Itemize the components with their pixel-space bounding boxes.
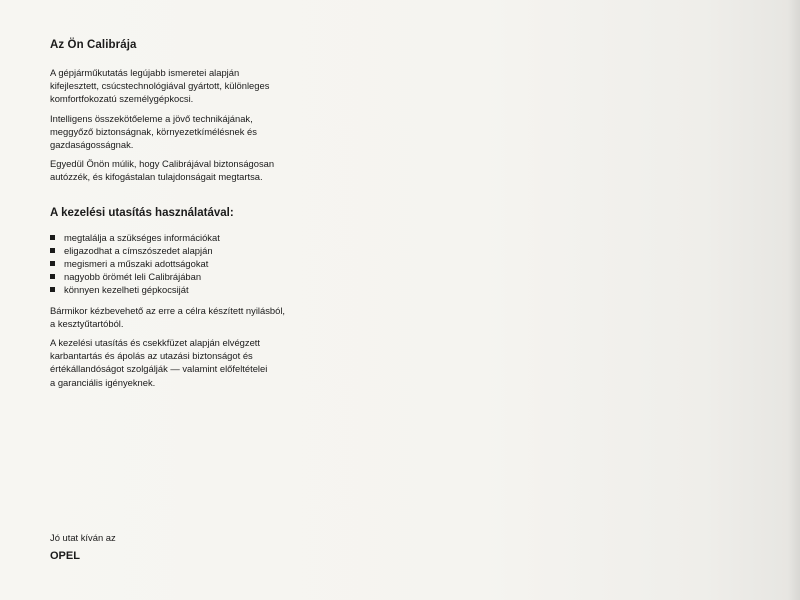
square-bullet-icon — [50, 287, 55, 292]
list-item: könnyen kezelheti gépkocsiját — [50, 283, 390, 296]
square-bullet-icon — [50, 261, 55, 266]
intro-paragraph-3: Egyedül Önön múlik, hogy Calibrájával biztonságosan autózzék, és kifogástalan tulajdonságait megtartsa. — [50, 158, 275, 183]
list-item: eligazodhat a címszószedet alapján — [50, 244, 390, 257]
storage-paragraph: Bármikor kézbevehető az erre a célra készített nyilásból, a kesztyűtartóból. — [50, 304, 286, 329]
square-bullet-icon — [50, 235, 55, 240]
main-content — [50, 39, 390, 395]
list-item: megismeri a műszaki adottságokat — [50, 257, 390, 270]
square-bullet-icon — [50, 274, 55, 279]
maintenance-paragraph: A kezelési utasítás és csekkfüzet alapján elvégzett karbantartás és ápolás az utazási biztonságot és értékállandóságot szolgálják — valamint előfeltételei a garanciális igényeknek. — [50, 337, 268, 388]
square-bullet-icon — [50, 248, 55, 253]
section-title-calibra: Az Ön Calibrája — [50, 39, 137, 51]
list-item: nagyobb örömét leli Calibrájában — [50, 270, 390, 283]
page-spine-shadow — [788, 0, 800, 600]
brand-name: OPEL — [50, 550, 80, 563]
greeting-text: Jó utat kíván az — [50, 532, 116, 543]
intro-paragraph-1: A gépjárműkutatás legújabb ismeretei alapján kifejlesztett, csúcstechnológiával gyártott, különleges komfortfokozatú személygépkocsi. — [50, 67, 270, 105]
benefits-list — [50, 231, 390, 297]
footer — [50, 531, 116, 562]
list-item: megtalálja a szükséges információkat — [50, 231, 390, 244]
section-title-usage: A kezelési utasítás használatával: — [50, 206, 234, 219]
intro-paragraph-2: Intelligens összekötőeleme a jövő technikájának, meggyőző biztonságnak, környezetkímélésnek és gazdaságosságnak. — [50, 112, 257, 151]
